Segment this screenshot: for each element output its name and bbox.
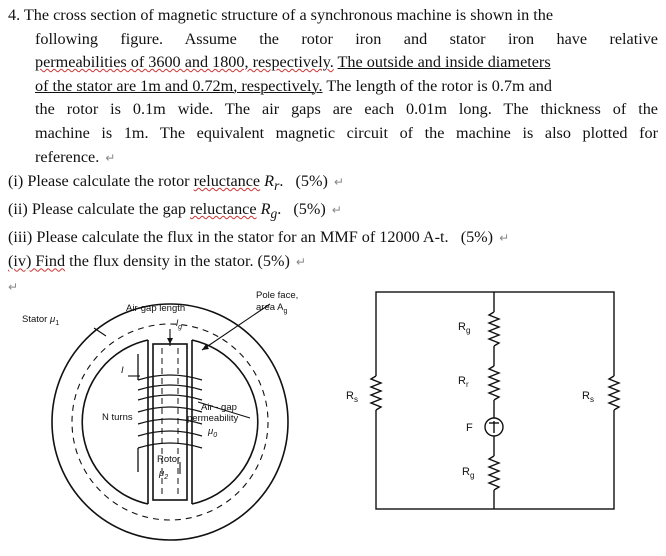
question-4	[8, 250, 658, 275]
question-term: reluctance	[190, 199, 257, 218]
return-mark-icon: ↵	[331, 202, 342, 217]
question-suffix: .	[279, 172, 284, 191]
air-gap-length-label: Air-gap length	[126, 303, 186, 314]
problem-text	[8, 4, 658, 300]
lg-symbol: $l_g$	[176, 318, 183, 331]
question-points: (5%)	[460, 227, 494, 246]
question-text: (iii) Please calculate the flux in the stator for an MMF of 12000 A-t.	[8, 227, 449, 246]
symbol-sub: g	[270, 206, 278, 222]
air-gap-permeability-label: Air - gap	[201, 402, 237, 413]
question-text: (i) Please calculate the rotor	[8, 172, 194, 191]
pole-face-area-label: area $A_g$	[256, 302, 288, 315]
rotor-label: Rotor	[157, 454, 181, 465]
line-text: reference.	[35, 147, 100, 166]
return-mark-icon: ↵	[105, 150, 116, 165]
bottom-rg-label: $R_g$	[462, 466, 475, 480]
symbol-sub: r	[274, 178, 280, 194]
symbol: R	[264, 172, 275, 191]
question-points: (5%)	[295, 172, 328, 191]
question-text: (ii) Please calculate the gap	[8, 199, 191, 218]
problem-line-7	[8, 146, 658, 171]
problem-line-4	[8, 75, 658, 99]
rotor-mu-symbol: $\mu_2$	[159, 468, 169, 481]
symbol: R	[260, 199, 271, 218]
return-mark-icon: ↵	[499, 230, 510, 245]
return-mark-icon: ↵	[333, 175, 344, 190]
stator-label: Stator $\mu_1$	[22, 314, 60, 327]
question-1	[8, 170, 658, 198]
question-2	[8, 198, 658, 226]
top-rg-label: $R_g$	[458, 321, 471, 335]
problem-number: 4.	[8, 6, 21, 24]
line-text: permeabilities of 3600 and 1800, respectively.	[35, 53, 334, 72]
question-text: the flux density in the stator. (5%)	[65, 252, 290, 271]
line-text: The length of the rotor is 0.7m and	[326, 76, 552, 95]
return-mark-icon: ↵	[8, 280, 19, 294]
question-term: (iv) Find	[8, 252, 66, 271]
left-rs-label: $R_s$	[346, 390, 358, 404]
pole-face-label: Pole face,	[256, 290, 299, 301]
air-gap-permeability-label-2: permeability	[187, 413, 239, 424]
problem-line-5: the rotor is 0.1m wide. The air gaps are each 0.01m long. The thickness of the	[35, 100, 658, 119]
line-text: The cross section of magnetic structure of a synchronous machine is shown in the	[23, 6, 554, 24]
equivalent-magnetic-circuit	[338, 282, 638, 544]
problem-line-2: following figure. Assume the rotor iron and stator iron have relative	[35, 29, 658, 48]
current-label: I	[121, 365, 124, 376]
rotor-rr-label: $R_r$	[458, 375, 469, 389]
question-suffix: .	[277, 199, 282, 218]
right-rs-label: $R_s$	[582, 390, 594, 404]
problem-line-6: machine is 1m. The equivalent magnetic circuit of the machine is also plotted for	[35, 123, 658, 142]
mu0-symbol: $\mu_0$	[208, 426, 218, 439]
question-3	[8, 226, 658, 251]
problem-line-1	[8, 4, 658, 28]
problem-line-3	[8, 51, 658, 75]
source-f-label: F	[466, 422, 473, 434]
question-points: (5%)	[293, 199, 326, 218]
turns-label: N turns	[102, 412, 133, 423]
return-mark-icon: ↵	[295, 255, 306, 270]
question-term: reluctance	[193, 172, 261, 191]
machine-cross-section-figure	[20, 284, 320, 546]
line-text-underlined: The outside and inside diameters	[337, 53, 551, 72]
line-text-underlined: of the stator are 1m and 0.72m, respectively.	[35, 76, 323, 95]
